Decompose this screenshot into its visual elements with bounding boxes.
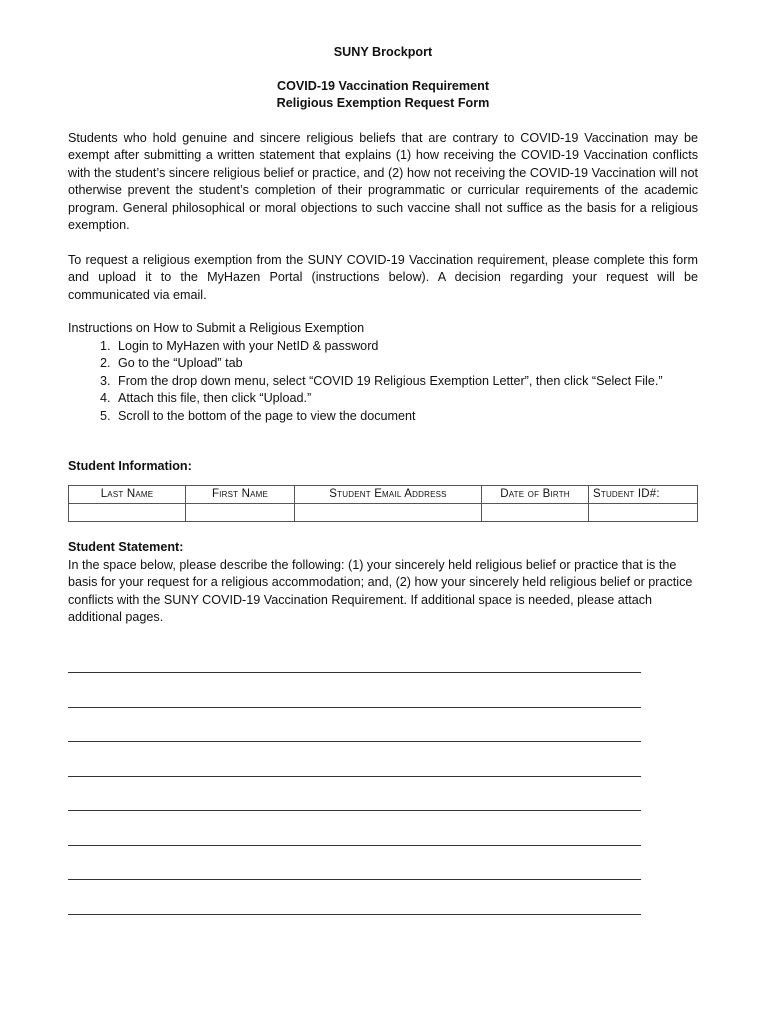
statement-line[interactable] bbox=[68, 673, 641, 708]
student-info-table bbox=[68, 485, 698, 523]
column-header-last-name: Last Name bbox=[69, 485, 186, 504]
statement-line[interactable] bbox=[68, 846, 641, 881]
instruction-step: 4. Attach this file, then click “Upload.” bbox=[114, 390, 698, 408]
student-id-field[interactable] bbox=[589, 504, 698, 522]
dob-field[interactable] bbox=[482, 504, 589, 522]
instructions-section bbox=[68, 320, 698, 425]
statement-line[interactable] bbox=[68, 880, 641, 915]
statement-heading: Student Statement: bbox=[68, 540, 184, 554]
instruction-step: 2. Go to the “Upload” tab bbox=[114, 355, 698, 373]
instruction-step: 5. Scroll to the bottom of the page to view the document bbox=[114, 408, 698, 426]
statement-line[interactable] bbox=[68, 639, 641, 674]
intro-paragraph: Students who hold genuine and sincere religious beliefs that are contrary to COVID-19 Vaccination may be exempt after submitting a written statement that explains (1) how receiving the COVID-19 Vaccination conflicts with the student’s sincere religious belief or practice, and (2) how not receiving the COVID-19 Vaccination will not otherwise prevent the student’s completion of their programmatic or curricular requirements of the academic program. General philosophical or moral objections to such vaccine shall not suffice as the basis for a religious exemption. bbox=[68, 130, 698, 232]
last-name-field[interactable] bbox=[69, 504, 186, 522]
instruction-step: 3. From the drop down menu, select “COVID 19 Religious Exemption Letter”, then click “Select File.” bbox=[114, 373, 698, 391]
email-field[interactable] bbox=[295, 504, 482, 522]
request-paragraph: To request a religious exemption from the SUNY COVID-19 Vaccination requirement, please complete this form and upload it to the MyHazen Portal (instructions below). A decision regarding your request will be communicated via email. bbox=[68, 252, 698, 302]
column-header-first-name: First Name bbox=[186, 485, 295, 504]
statement-line[interactable] bbox=[68, 708, 641, 743]
column-header-email: Student Email Address bbox=[295, 485, 482, 504]
instruction-step: 1. Login to MyHazen with your NetID & password bbox=[114, 338, 698, 356]
statement-line[interactable] bbox=[68, 777, 641, 812]
student-info-heading: Student Information: bbox=[68, 459, 192, 473]
statement-instructions: In the space below, please describe the following: (1) your sincerely held religious belief or practice that is the basis for your request for a religious accommodation; and, (2) how your sincerely held religious belief or practice conflicts with the SUNY COVID-19 Vaccination Requirement. If additional space is needed, please attach additional pages. bbox=[68, 557, 693, 624]
student-info-header-row bbox=[69, 485, 698, 504]
statement-line[interactable] bbox=[68, 742, 641, 777]
student-info-input-row bbox=[69, 504, 698, 522]
statement-writing-area[interactable] bbox=[68, 639, 698, 915]
column-header-dob: Date of Birth bbox=[482, 485, 589, 504]
column-header-student-id: Student ID#: bbox=[589, 485, 698, 504]
instructions-heading: Instructions on How to Submit a Religious Exemption bbox=[68, 321, 365, 335]
form-title-line1: COVID-19 Vaccination Requirement bbox=[276, 78, 490, 93]
instructions-list bbox=[68, 338, 698, 426]
organization-name: SUNY Brockport bbox=[333, 45, 433, 59]
first-name-field[interactable] bbox=[186, 504, 295, 522]
form-title-line2: Religious Exemption Request Form bbox=[276, 96, 490, 110]
statement-line[interactable] bbox=[68, 811, 641, 846]
